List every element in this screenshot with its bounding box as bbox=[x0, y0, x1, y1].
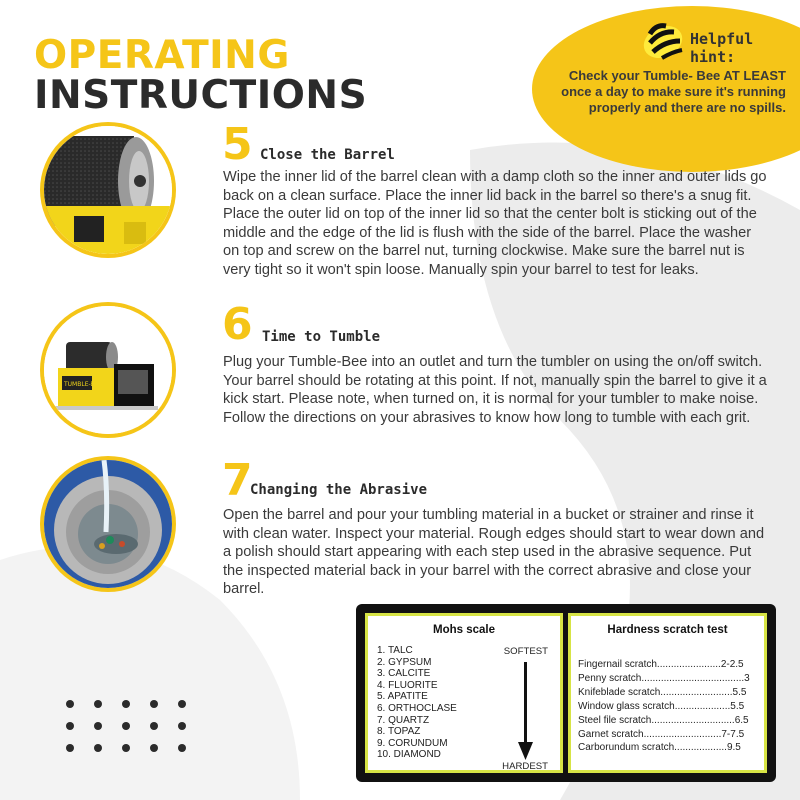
hint-text: Check your Tumble- Bee AT LEAST once a day to make sure it's running properly and there are no spills. bbox=[561, 68, 786, 115]
scratch-item: Garnet scratch............................7-7.5 bbox=[578, 728, 745, 740]
mineral-item: 7. QUARTZ bbox=[377, 714, 430, 726]
softest-label: SOFTEST bbox=[503, 646, 548, 657]
svg-text:TUMBLE-BEE: TUMBLE-BEE bbox=[64, 381, 103, 388]
mineral-item: 4. FLUORITE bbox=[377, 679, 438, 691]
mineral-item: 8. TOPAZ bbox=[377, 726, 421, 738]
mohs-scale-title: Mohs scale bbox=[433, 624, 495, 636]
scratch-test-title: Hardness scratch test bbox=[607, 624, 728, 636]
mineral-item: 6. ORTHOCLASE bbox=[377, 702, 457, 714]
mineral-item: 3. CALCITE bbox=[377, 668, 431, 680]
scratch-test-column bbox=[568, 613, 767, 773]
bee-icon bbox=[638, 16, 688, 62]
step-title: Changing the Abrasive bbox=[250, 482, 428, 498]
step-number: 5 bbox=[222, 119, 253, 170]
step-body: Wipe the inner lid of the barrel clean with a damp cloth so the inner and outer lids go back on a clean surface. Place the inner lid back in the barrel so there's a snug fit. Place the outer lid on top of the inner lid so that the center bolt is sticking out of the middle and the edge of the lid is flush with the side of the barrel. Place the washer on top and screw on the barrel nut, turning clockwise. Make sure the barrel nut is very tight so it won't spin loose. Manually spin your barrel to test for leaks. bbox=[223, 169, 767, 278]
mohs-scale-column bbox=[365, 613, 563, 773]
page-title-line1: OPERATING bbox=[34, 33, 290, 78]
barrel-closeup-image bbox=[44, 126, 172, 254]
mineral-item: 5. APATITE bbox=[377, 691, 428, 703]
step-number: 7 bbox=[222, 455, 253, 506]
mineral-item: 1. TALC bbox=[377, 645, 413, 656]
scratch-item: Carborundum scratch...................9.5 bbox=[578, 742, 741, 754]
scratch-item: Knifeblade scratch..........................5.5 bbox=[578, 686, 747, 698]
tumbler-machine-image bbox=[44, 306, 172, 434]
step-title: Close the Barrel bbox=[260, 147, 395, 163]
step-number: 6 bbox=[222, 299, 253, 350]
scratch-item: Steel file scratch..............................6.5 bbox=[578, 714, 749, 726]
strainer-rinse-image bbox=[44, 460, 172, 588]
step-body: Open the barrel and pour your tumbling material in a bucket or strainer and rinse it with clean water. Inspect your material. Rough edges should start to wear down and a polish should start appearing with each step used in the abrasive sequence. Put the inspected material back in your barrel with the correct abrasive and close your barrel. bbox=[223, 507, 765, 598]
page-title-line2: INSTRUCTIONS bbox=[34, 73, 368, 118]
scratch-item: Fingernail scratch.......................2-2.5 bbox=[578, 659, 744, 670]
mineral-item: 9. CORUNDUM bbox=[377, 737, 448, 749]
arrow-down-icon bbox=[518, 662, 534, 760]
mineral-item: 2. GYPSUM bbox=[377, 656, 432, 668]
scratch-item: Window glass scratch....................5.5 bbox=[578, 700, 745, 712]
mineral-item: 10. DIAMOND bbox=[377, 749, 441, 761]
mineral-list bbox=[377, 645, 457, 761]
step-body: Plug your Tumble-Bee into an outlet and turn the tumbler on using the on/off switch. Your barrel should be rotating at this point. If not, manually spin the barrel to give it a kick start. Please note, when turned on, it is normal for your tumbler to make noise. Follow the directions on your abrasives to know how long to tumble with each grit. bbox=[223, 354, 767, 426]
step-title: Time to Tumble bbox=[262, 329, 381, 345]
mohs-chart bbox=[365, 613, 767, 773]
hint-title: Helpful hint: bbox=[690, 30, 754, 66]
hardest-label: HARDEST bbox=[502, 761, 548, 772]
scratch-item: Penny scratch.....................................3 bbox=[578, 672, 750, 684]
scratch-list bbox=[578, 658, 758, 755]
